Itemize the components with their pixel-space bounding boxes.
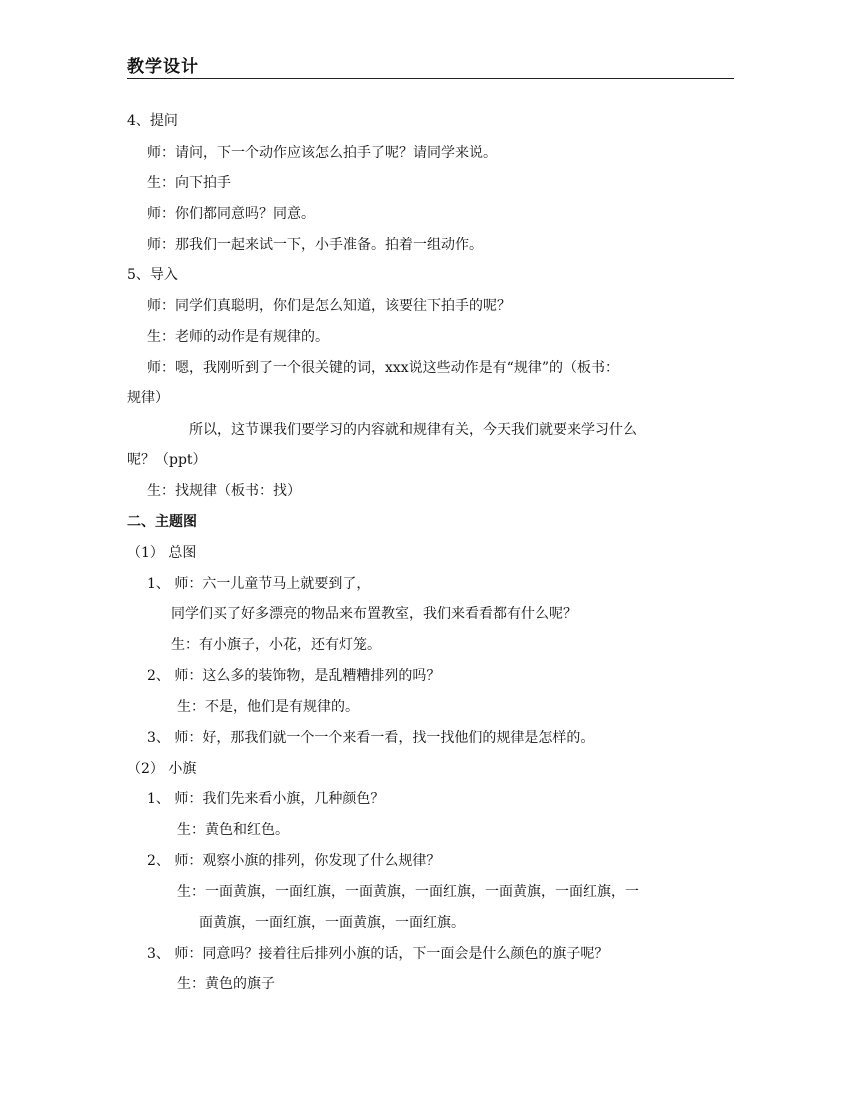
dialogue-line: 生：老师的动作是有规律的。 xyxy=(147,329,329,345)
section-title: 二、主题图 xyxy=(127,514,197,530)
student-response: 生：一面黄旗，一面红旗，一面黄旗，一面红旗，一面黄旗，一面红旗，一 xyxy=(177,884,639,900)
dialogue-line: 师：请问，下一个动作应该怎么拍手了呢？请同学来说。 xyxy=(147,145,497,161)
dialogue-line: 生：向下拍手 xyxy=(147,175,231,191)
numbered-item: 3、 师：好，那我们就一个一个来看一看，找一找他们的规律是怎样的。 xyxy=(147,730,595,746)
student-response: 生：有小旗子，小花，还有灯笼。 xyxy=(171,637,381,653)
student-response: 生：黄色和红色。 xyxy=(177,822,289,838)
header-title: 教学设计 xyxy=(127,57,199,77)
student-response: 生：不是，他们是有规律的。 xyxy=(177,699,359,715)
numbered-item: 1、 师：我们先来看小旗，几种颜色？ xyxy=(147,791,385,807)
dialogue-line-continued: 规律） xyxy=(127,390,169,406)
dialogue-line: 师：嗯，我刚听到了一个很关键的词，xxx说这些动作是有“规律”的（板书： xyxy=(147,360,619,376)
subsection-heading: （1） 总图 xyxy=(127,545,197,561)
numbered-item: 3、 师：同意吗？接着往后排列小旗的话，下一面会是什么颜色的旗子呢？ xyxy=(147,946,609,962)
student-response: 生：黄色的旗子 xyxy=(177,976,275,992)
item-continuation: 同学们买了好多漂亮的物品来布置教室，我们来看看都有什么呢？ xyxy=(171,606,577,622)
section-heading: 4、提问 xyxy=(127,113,178,129)
dialogue-line: 师：你们都同意吗？同意。 xyxy=(147,206,315,222)
paragraph-line: 所以，这节课我们要学习的内容就和规律有关，今天我们就要来学习什么 xyxy=(189,422,637,438)
student-response-continued: 面黄旗，一面红旗，一面黄旗，一面红旗。 xyxy=(199,915,465,931)
dialogue-line: 师：那我们一起来试一下，小手准备。拍着一组动作。 xyxy=(147,237,483,253)
dialogue-line: 生：找规律（板书：找） xyxy=(147,483,301,499)
subsection-heading: （2） 小旗 xyxy=(127,761,197,777)
section-heading: 5、导入 xyxy=(127,267,178,283)
dialogue-line: 师：同学们真聪明，你们是怎么知道，该要往下拍手的呢？ xyxy=(147,298,511,314)
numbered-item: 2、 师：这么多的装饰物，是乱糟糟排列的吗？ xyxy=(147,668,441,684)
numbered-item: 1、 师：六一儿童节马上就要到了， xyxy=(147,576,371,592)
page-header xyxy=(127,52,734,79)
numbered-item: 2、 师：观察小旗的排列，你发现了什么规律？ xyxy=(147,853,441,869)
paragraph-line-continued: 呢？（ppt） xyxy=(127,452,207,468)
